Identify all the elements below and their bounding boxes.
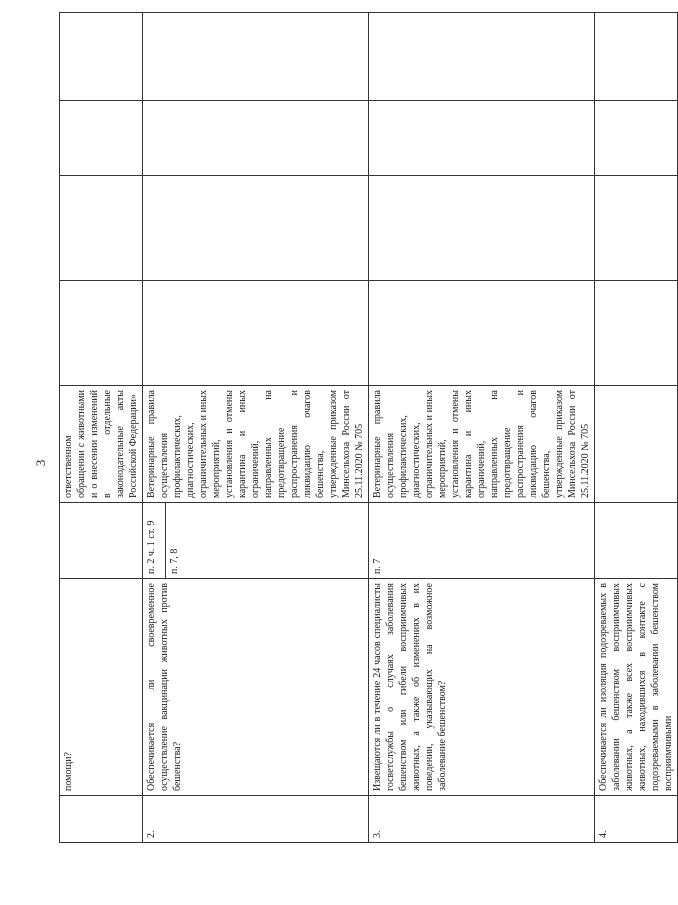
ref-cell: п. 7	[369, 503, 595, 579]
table-row	[595, 13, 678, 843]
act-text: ответственном обращении с животными и о внесении изменений в отдельные законодательные акты Российской Федерации»	[63, 390, 139, 498]
act-cell	[60, 386, 143, 503]
act-cell	[595, 386, 678, 503]
answer-yes-cell	[595, 281, 678, 386]
question-cell: Обеспечивается ли изоляция подозреваемых в заболевании бешенством восприимчивых животных, а также всех восприимчивых животных, находившихся в контакте с подозреваемыми в заболевании бешенством восприимчивыми	[595, 579, 678, 796]
note-cell	[143, 13, 369, 101]
question-cell: Обеспечивается ли своевременное осуществление вакцинации животных против бешенства?	[143, 579, 369, 796]
answer-no-cell	[595, 176, 678, 281]
ref-sub-2: п. 7, 8	[165, 503, 181, 578]
question-cell	[60, 579, 143, 796]
answer-na-cell	[60, 101, 143, 176]
num-cell: 3.	[369, 796, 595, 843]
answer-yes-cell	[60, 281, 143, 386]
table-row	[369, 13, 595, 843]
answer-na-cell	[143, 101, 369, 176]
table-row	[143, 13, 369, 843]
answer-na-cell	[369, 101, 595, 176]
num-cell	[60, 796, 143, 843]
note-cell	[369, 13, 595, 101]
note-cell	[60, 13, 143, 101]
rotated-sheet	[59, 13, 674, 843]
table-row	[60, 13, 143, 843]
answer-no-cell	[143, 176, 369, 281]
page-number: 3	[33, 459, 48, 467]
requirements-table	[59, 12, 678, 843]
answer-no-cell	[60, 176, 143, 281]
ref-sub-1: п. 2 ч. 1 ст. 9	[146, 520, 157, 574]
question-text: помощи?	[63, 752, 74, 791]
note-cell	[595, 13, 678, 101]
ref-cell	[60, 503, 143, 579]
answer-yes-cell	[369, 281, 595, 386]
answer-no-cell	[369, 176, 595, 281]
question-cell: Извещаются ли в течение 24 часов специалисты госветслужбы о случаях заболевания бешенством или гибели восприимчивых животных, а также об изменениях в их поведении, указывающих на возможное заболевание бешенством?	[369, 579, 595, 796]
ref-cell	[595, 503, 678, 579]
num-cell: 4.	[595, 796, 678, 843]
ref-cell	[143, 503, 369, 579]
answer-na-cell	[595, 101, 678, 176]
act-cell: Ветеринарные правила осуществления профилактических, диагностических, ограничительных и иных мероприятий, установления и отмены карантина и иных ограничений, направленных на предотвращение распространения и ликвидацию очагов бешенства, утвержденные приказом Минсельхоза России от 25.11.2020 № 705	[143, 386, 369, 503]
num-cell: 2.	[143, 796, 369, 843]
answer-yes-cell	[143, 281, 369, 386]
act-cell: Ветеринарные правила осуществления профилактических, диагностических, ограничительных и иных мероприятий, установления и отмены карантина и иных ограничений, направленных на предотвращение распространения и ликвидацию очагов бешенства, утвержденные приказом Минсельхоза России от 25.11.2020 № 705	[369, 386, 595, 503]
